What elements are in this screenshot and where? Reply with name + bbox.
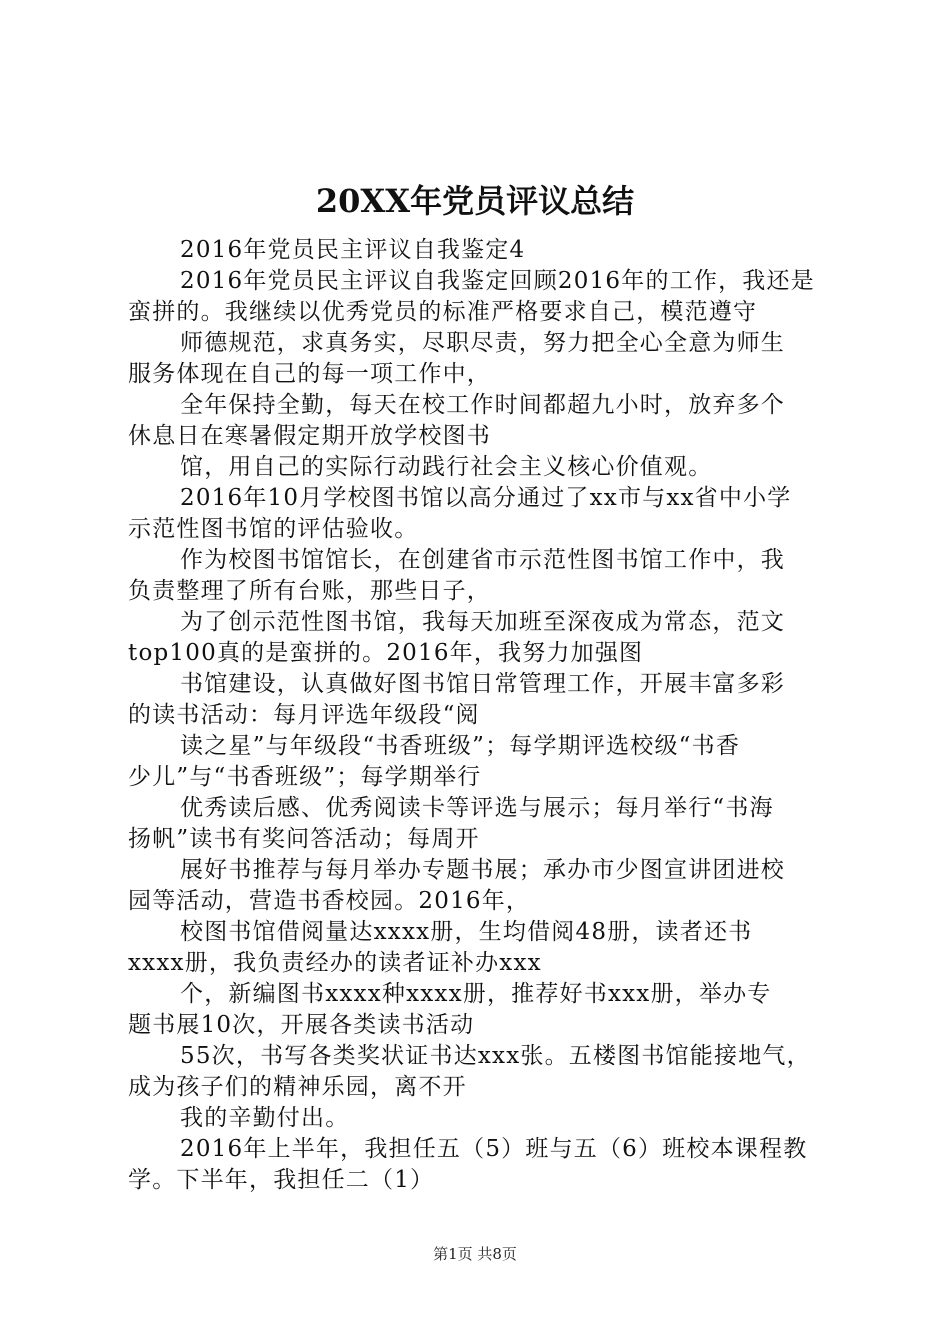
paragraph-line: 2016年上半年，我担任五（5）班与五（6）班校本课程教 — [180, 1136, 808, 1162]
paragraph-line: 55次，书写各类奖状证书达xxx张。五楼图书馆能接地气， — [180, 1043, 811, 1069]
paragraph-line: 优秀读后感、优秀阅读卡等评选与展示；每月举行“书海 — [180, 795, 774, 821]
paragraph-line: 2016年10月学校图书馆以高分通过了xx市与xx省中小学 — [180, 485, 792, 511]
paragraph-line: 校图书馆借阅量达xxxx册，生均借阅48册，读者还书 — [180, 919, 753, 945]
paragraph-line: 个，新编图书xxxx种xxxx册，推荐好书xxx册，举办专 — [180, 981, 772, 1007]
paragraph-line: 师德规范，求真务实，尽职尽责，努力把全心全意为师生 — [180, 330, 785, 356]
paragraph-line: xxxx册，我负责经办的读者证补办xxx — [128, 950, 542, 976]
paragraph-line: 少儿”与“书香班级”；每学期举行 — [128, 764, 482, 790]
paragraph-line: 读之星”与年级段“书香班级”；每学期评选校级“书香 — [180, 733, 741, 759]
document-title: 20XX年党员评议总结 — [315, 182, 635, 220]
page-number-footer: 第1页 共8页 — [433, 1245, 517, 1263]
paragraph-line: 园等活动，营造书香校园。2016年， — [128, 888, 531, 914]
paragraph-line: 2016年党员民主评议自我鉴定4 — [180, 237, 526, 263]
paragraph-line: 成为孩子们的精神乐园，离不开 — [128, 1074, 467, 1100]
paragraph-line: 扬帆”读书有奖问答活动；每周开 — [128, 826, 480, 852]
paragraph-line: 为了创示范性图书馆，我每天加班至深夜成为常态，范文 — [180, 609, 785, 635]
paragraph-line: 服务体现在自己的每一项工作中， — [128, 361, 491, 387]
paragraph-line: 书馆建设，认真做好图书馆日常管理工作，开展丰富多彩 — [180, 671, 785, 697]
document-body — [128, 235, 840, 1196]
paragraph-line: top100真的是蛮拼的。2016年，我努力加强图 — [128, 640, 644, 666]
paragraph-line: 的读书活动：每月评选年级段“阅 — [128, 702, 480, 728]
paragraph-line: 学。下半年，我担任二（1） — [128, 1167, 435, 1193]
paragraph-line: 2016年党员民主评议自我鉴定回顾2016年的工作，我还是 — [180, 268, 815, 294]
paragraph-line: 题书展10次，开展各类读书活动 — [128, 1012, 475, 1038]
paragraph-line: 蛮拼的。我继续以优秀党员的标准严格要求自己，模范遵守 — [128, 299, 758, 325]
paragraph-line: 全年保持全勤，每天在校工作时间都超九小时，放弃多个 — [180, 392, 785, 418]
paragraph-line: 展好书推荐与每月举办专题书展；承办市少图宣讲团进校 — [180, 857, 785, 883]
paragraph-line: 示范性图书馆的评估验收。 — [128, 516, 419, 542]
paragraph-line: 作为校图书馆馆长，在创建省市示范性图书馆工作中，我 — [180, 547, 785, 573]
paragraph-line: 馆，用自己的实际行动践行社会主义核心价值观。 — [180, 454, 713, 480]
paragraph-line: 休息日在寒暑假定期开放学校图书 — [128, 423, 491, 449]
paragraph-line: 负责整理了所有台账，那些日子， — [128, 578, 491, 604]
paragraph-line: 我的辛勤付出。 — [180, 1105, 350, 1131]
